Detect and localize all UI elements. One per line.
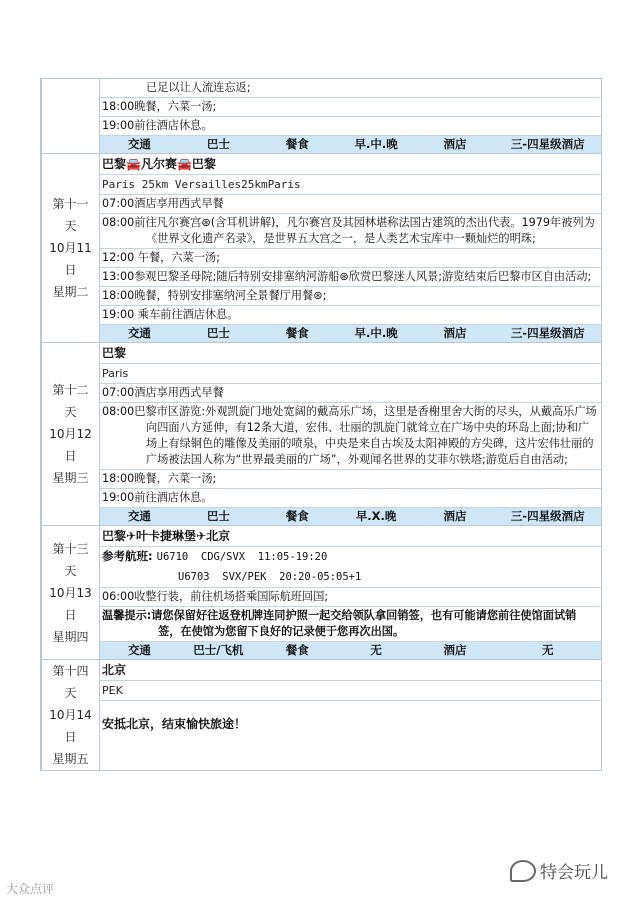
day14-row bbox=[42, 660, 602, 771]
day13-label bbox=[42, 526, 100, 660]
itinerary-line: 08:00前往凡尔赛宫⊛(含耳机讲解)，凡尔赛宫及其园林堪称法国古建筑的杰出代表。1979年被列为《世界文化遗产名录》，是世界五大宫之一，是人类艺术宝库中一颗灿烂的明珠; bbox=[100, 214, 601, 249]
warm-tip: 温馨提示:请您保留好往返登机牌连同护照一起交给领队拿回销签，也有可能请您前往使馆面试销签，在使馆为您留下良好的记录便于您再次出国。 bbox=[100, 607, 601, 642]
date-unit: 日 bbox=[64, 263, 77, 277]
info-value: 无 bbox=[370, 643, 382, 657]
info-value: 早.X.晚 bbox=[355, 509, 397, 523]
day10-continuation-row bbox=[42, 79, 602, 154]
day-unit: 天 bbox=[64, 563, 77, 578]
day-cell bbox=[42, 79, 100, 154]
content-cell bbox=[100, 79, 602, 154]
info-value: 巴士/飞机 bbox=[193, 643, 244, 657]
itinerary-line: 07:00酒店享用西式早餐 bbox=[100, 384, 601, 403]
date-unit: 日 bbox=[64, 730, 77, 744]
flight-info-2 bbox=[100, 567, 601, 588]
day-number: 第十二 bbox=[52, 383, 89, 397]
day-number: 第十四 bbox=[52, 664, 89, 678]
info-bar bbox=[100, 136, 601, 153]
info-label: 酒店 bbox=[443, 509, 467, 523]
itinerary-line: 08:00巴黎市区游览:外观凯旋门地处宽阔的戴高乐广场，这里是香榭里舍大街的尽头，从戴高乐广场向四面八方延伸，有12条大道，宏伟、壮丽的凯旋门就耸立在广场中央的环岛上面;协和广场上有绿铜色的雕像及美丽的喷泉，中央是来自古埃及太阳神殿的方尖碑，这片宏伟壮丽的广场被法国人称为“世界最美丽的广场”，外观闻名世界的艾菲尔铁塔;游览后自由活动; bbox=[100, 403, 601, 470]
info-label: 交通 bbox=[127, 137, 151, 151]
info-value: 三-四星级酒店 bbox=[510, 509, 585, 523]
info-label: 酒店 bbox=[443, 137, 467, 151]
info-value: 无 bbox=[541, 643, 554, 657]
info-value: 巴士 bbox=[206, 326, 230, 340]
itinerary-line: 07:00酒店享用西式早餐 bbox=[100, 195, 601, 214]
itinerary-line: 19:00 乘车前往酒店休息。 bbox=[100, 306, 601, 325]
date: 10月13 bbox=[49, 585, 92, 600]
flight-1: U6710 CDG/SVX 11:05-19:20 bbox=[156, 551, 328, 563]
info-label: 餐食 bbox=[285, 509, 309, 523]
itinerary-line: 18:00晚餐，特别安排塞纳河全景餐厅用餐⊛; bbox=[100, 287, 601, 306]
final-text: 安抵北京，结束愉快旅途！ bbox=[102, 717, 247, 731]
content-cell bbox=[100, 343, 602, 526]
date-unit: 日 bbox=[64, 607, 77, 622]
route-subtitle: PEK bbox=[100, 681, 601, 701]
day14-label bbox=[42, 660, 100, 771]
route-title: 巴黎✈叶卡捷琳堡✈北京 bbox=[100, 526, 601, 547]
itinerary-line: 13:00参观巴黎圣母院;随后特别安排塞纳河游船⊛欣赏巴黎迷人风景;游览结束后巴黎市区自由活动; bbox=[100, 268, 601, 287]
date: 10月11 bbox=[49, 241, 92, 255]
info-label: 餐食 bbox=[285, 326, 309, 340]
info-label: 酒店 bbox=[443, 326, 467, 340]
itinerary-table bbox=[40, 78, 602, 771]
itinerary-line: 19:00前往酒店休息。 bbox=[100, 489, 601, 508]
flight-2: U6703 SVX/PEK 20:20-05:05+1 bbox=[178, 571, 362, 583]
itinerary-line: 18:00晚餐，六菜一汤; bbox=[100, 470, 601, 489]
info-value: 早.中.晚 bbox=[354, 326, 398, 340]
day-number: 第十三 bbox=[52, 541, 89, 556]
info-value: 巴士 bbox=[206, 137, 230, 151]
content-cell bbox=[100, 660, 602, 771]
watermark-right bbox=[510, 858, 608, 883]
content-cell bbox=[100, 154, 602, 343]
route-title: 巴黎🚘凡尔赛🚘巴黎 bbox=[100, 154, 601, 175]
flight-label: 参考航班: bbox=[102, 549, 153, 563]
date: 10月14 bbox=[49, 708, 92, 722]
info-label: 交通 bbox=[127, 643, 151, 657]
day12-label bbox=[42, 343, 100, 526]
watermark-right-text: 特会玩儿 bbox=[540, 863, 608, 883]
itinerary-line: 06:00收整行装，前往机场搭乘国际航班回国; bbox=[100, 588, 601, 607]
info-bar bbox=[100, 325, 601, 342]
day12-row bbox=[42, 343, 602, 526]
info-value: 三-四星级酒店 bbox=[510, 326, 585, 340]
day13-row bbox=[42, 526, 602, 660]
weekday: 星期三 bbox=[52, 471, 89, 485]
route-subtitle: Paris 25km Versailles25kmParis bbox=[100, 175, 601, 195]
route-title: 巴黎 bbox=[100, 343, 601, 364]
info-label: 酒店 bbox=[443, 643, 467, 657]
watermark-left: 大众点评 bbox=[6, 882, 55, 896]
info-label: 餐食 bbox=[285, 643, 309, 657]
route-title: 北京 bbox=[100, 660, 601, 681]
day-unit: 天 bbox=[64, 219, 77, 233]
itinerary-line: 19:00前往酒店休息。 bbox=[100, 117, 601, 136]
info-label: 交通 bbox=[127, 509, 151, 523]
info-value: 巴士 bbox=[206, 509, 230, 523]
info-bar bbox=[100, 508, 601, 525]
date-unit: 日 bbox=[64, 449, 77, 463]
date: 10月12 bbox=[49, 427, 92, 441]
info-value: 三-四星级酒店 bbox=[510, 137, 585, 151]
itinerary-line: 已足以让人流连忘返; bbox=[100, 79, 601, 98]
day-unit: 天 bbox=[64, 405, 77, 419]
info-label: 交通 bbox=[127, 326, 151, 340]
weekday: 星期二 bbox=[52, 285, 89, 299]
day-unit: 天 bbox=[64, 686, 77, 700]
info-value: 早.中.晚 bbox=[354, 137, 398, 151]
day11-label bbox=[42, 154, 100, 343]
day11-row bbox=[42, 154, 602, 343]
info-label: 餐食 bbox=[285, 137, 309, 151]
info-bar bbox=[100, 642, 601, 659]
day-number: 第十一 bbox=[52, 197, 89, 211]
itinerary-line: 18:00晚餐，六菜一汤; bbox=[100, 98, 601, 117]
weekday: 星期五 bbox=[52, 752, 89, 766]
route-subtitle: Paris bbox=[100, 364, 601, 384]
wechat-logo-icon bbox=[510, 860, 536, 882]
weekday: 星期四 bbox=[52, 629, 89, 644]
itinerary-line: 12:00 午餐，六菜一汤; bbox=[100, 249, 601, 268]
content-cell bbox=[100, 526, 602, 660]
flight-info bbox=[100, 547, 601, 567]
